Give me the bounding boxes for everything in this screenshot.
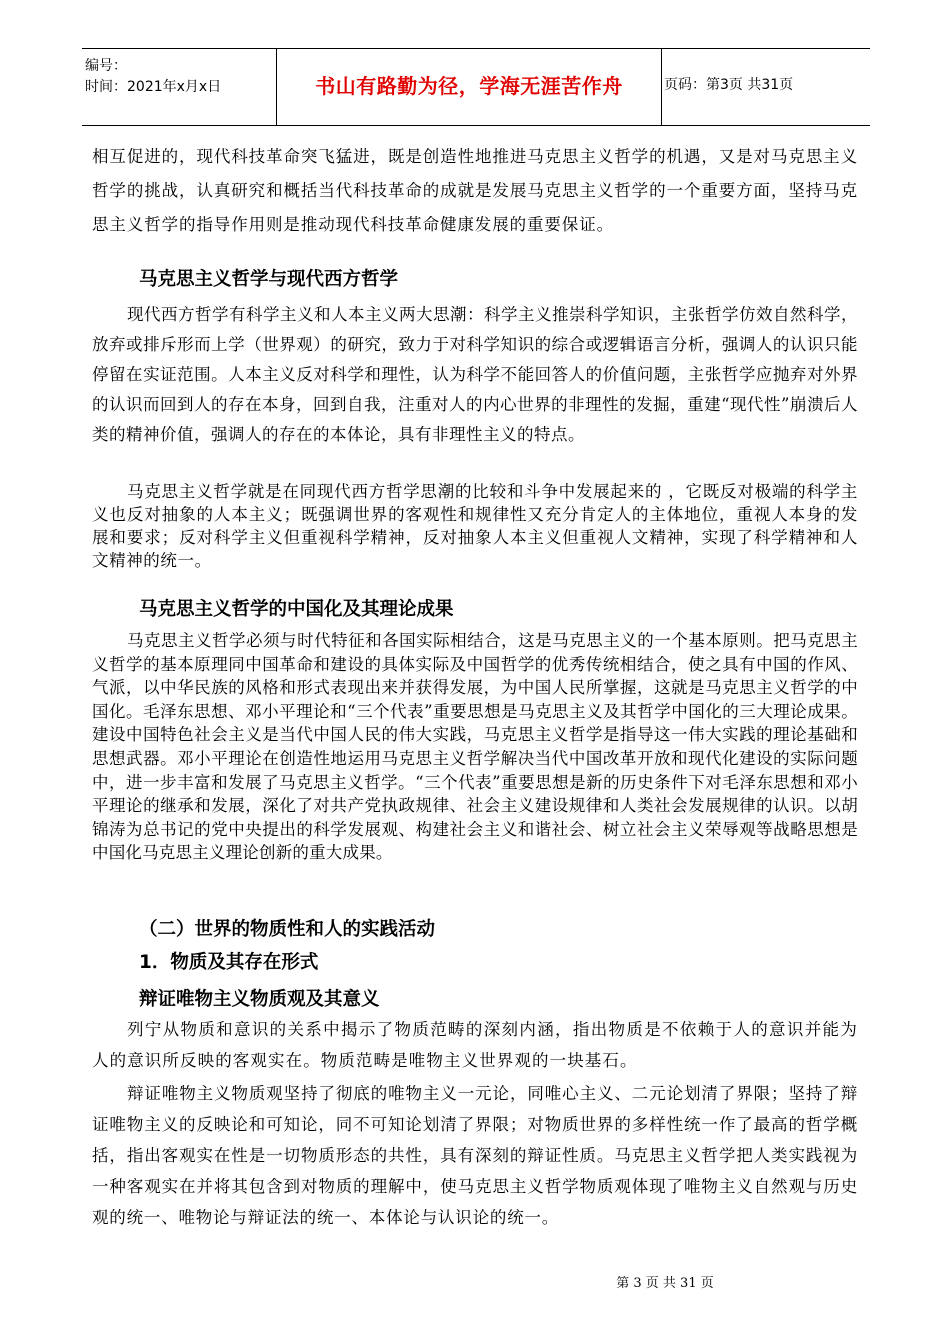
header-page-info: 页码：第3页 共31页 — [664, 77, 794, 93]
page-header — [82, 48, 870, 126]
heading-subsection-1: 1．物质及其存在形式 — [139, 952, 319, 973]
paragraph-western-1: 现代西方哲学有科学主义和人本主义两大思潮：科学主义推崇科学知识，主张哲学仿效自然科学，放弃或排斥形而上学（世界观）的研究，致力于对科学知识的综合或逻辑语言分析，强调人的认识只能停留在实证范围。人本主义反对科学和理性，认为科学不能回答人的价值问题，主张哲学应抛弃对外界的认识而回到人的存在本身，回到自我，注重对人的内心世界的非理性的发掘，重建“现代性”崩溃后人类的精神价值，强调人的存在的本体论，具有非理性主义的特点。 — [92, 305, 858, 444]
paragraph-matter-2: 辩证唯物主义物质观坚持了彻底的唯物主义一元论，同唯心主义、二元论划清了界限；坚持了辩证唯物主义的反映论和可知论，同不可知论划清了界限；对物质世界的多样性统一作了最高的哲学概括，指出客观实在性是一切物质形态的共性，具有深刻的辩证性质。马克思主义哲学把人类实践视为一种客观实在并将其包含到对物质的理解中，使马克思主义哲学物质观体现了唯物主义自然观与历史观的统一、唯物论与辩证法的统一、本体论与认识论的统一。 — [92, 1084, 858, 1227]
header-motto-cell — [276, 49, 662, 125]
paragraph-intro: 相互促进的，现代科技革命突飞猛进，既是创造性地推进马克思主义哲学的机遇，又是对马克思主义哲学的挑战，认真研究和概括当代科技革命的成就是发展马克思主义哲学的一个重要方面，坚持马克思主义哲学的指导作用则是推动现代科技革命健康发展的重要保证。 — [92, 147, 858, 234]
paragraph-matter-1: 列宁从物质和意识的关系中揭示了物质范畴的深刻内涵，指出物质是不依赖于人的意识并能为人的意识所反映的客观实在。物质范畴是唯物主义世界观的一块基石。 — [92, 1020, 858, 1070]
heading-sinicization: 马克思主义哲学的中国化及其理论成果 — [139, 599, 454, 620]
paragraph-sinicization: 马克思主义哲学必须与时代特征和各国实际相结合，这是马克思主义的一个基本原则。把马克思主义哲学的基本原理同中国革命和建设的具体实际及中国哲学的优秀传统相结合，使之具有中国的作风、气派，以中华民族的风格和形式表现出来并获得发展，为中国人民所掌握，这就是马克思主义哲学的中国化。毛泽东思想、邓小平理论和“三个代表”重要思想是马克思主义及其哲学中国化的三大理论成果。建设中国特色社会主义是当代中国人民的伟大实践，马克思主义哲学是指导这一伟大实践的理论基础和思想武器。邓小平理论在创造性地运用马克思主义哲学解决当代中国改革开放和现代化建设的实际问题中，进一步丰富和发展了马克思主义哲学。“三个代表”重要思想是新的历史条件下对毛泽东思想和邓小平理论的继承和发展，深化了对共产党执政规律、社会主义建设规律和人类社会发展规律的认识。以胡锦涛为总书记的党中央提出的科学发展观、构建社会主义和谐社会、树立社会主义荣辱观等战略思想是中国化马克思主义理论创新的重大成果。 — [92, 631, 858, 863]
heading-section-2: （二）世界的物质性和人的实践活动 — [139, 919, 436, 940]
heading-western-philosophy: 马克思主义哲学与现代西方哲学 — [139, 269, 399, 290]
page-footer — [0, 1272, 950, 1291]
doc-number-label: 编号： — [85, 58, 127, 74]
header-motto: 书山有路勤为径，学海无涯苦作舟 — [315, 73, 623, 98]
heading-materialism-view: 辩证唯物主义物质观及其意义 — [139, 989, 380, 1010]
header-page-info-cell — [664, 49, 793, 125]
footer-page-number: 第 3 页 共 31 页 — [616, 1276, 714, 1291]
header-meta — [82, 49, 276, 125]
doc-time-label: 时间：2021年x月x日 — [85, 79, 222, 95]
paragraph-western-2: 马克思主义哲学就是在同现代西方哲学思潮的比较和斗争中发展起来的 ，它既反对极端的科学主义也反对抽象的人本主义；既强调世界的客观性和规律性又充分肯定人的主体地位，重视人本身的发展和要求；反对科学主义但重视科学精神，反对抽象人本主义但重视人文精神，实现了科学精神和人文精神的统一。 — [92, 482, 858, 570]
